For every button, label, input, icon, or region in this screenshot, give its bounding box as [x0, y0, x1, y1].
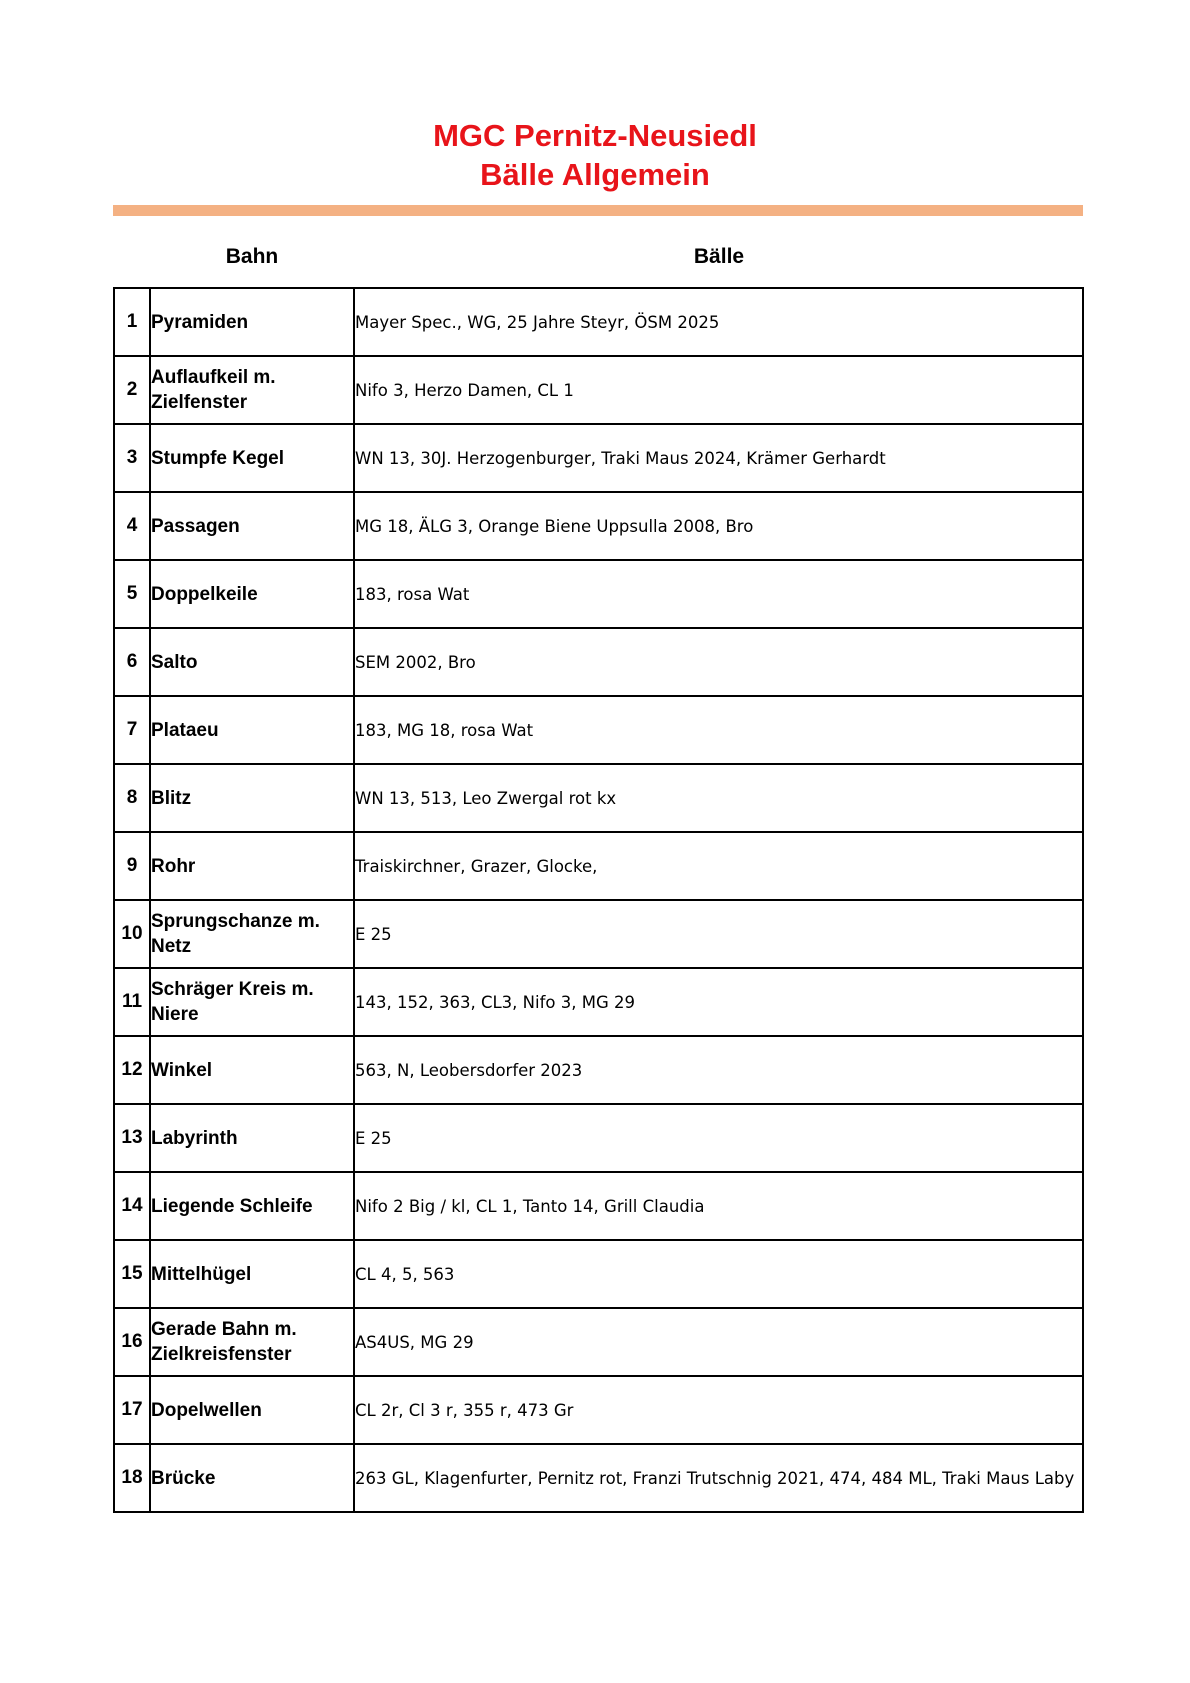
- bahn-name: Passagen: [150, 492, 354, 560]
- row-number: 15: [114, 1240, 150, 1308]
- balls-list: Nifo 2 Big / kl, CL 1, Tanto 14, Grill Claudia: [354, 1172, 1083, 1240]
- table-row: [114, 832, 1083, 900]
- row-number: 18: [114, 1444, 150, 1512]
- bahn-name: Schräger Kreis m. Niere: [150, 968, 354, 1036]
- row-number: 6: [114, 628, 150, 696]
- table-row: [114, 696, 1083, 764]
- bahn-name: Brücke: [150, 1444, 354, 1512]
- balls-list: Mayer Spec., WG, 25 Jahre Steyr, ÖSM 2025: [354, 288, 1083, 356]
- table-row: [114, 1036, 1083, 1104]
- bahn-name: Plataeu: [150, 696, 354, 764]
- balls-list: MG 18, ÄLG 3, Orange Biene Uppsulla 2008, Bro: [354, 492, 1083, 560]
- balls-list: 183, MG 18, rosa Wat: [354, 696, 1083, 764]
- table-row: [114, 1240, 1083, 1308]
- column-header-baelle: Bälle: [693, 245, 745, 268]
- balls-list: WN 13, 30J. Herzogenburger, Traki Maus 2024, Krämer Gerhardt: [354, 424, 1083, 492]
- table-row: [114, 900, 1083, 968]
- row-number: 11: [114, 968, 150, 1036]
- row-number: 12: [114, 1036, 150, 1104]
- table-row: [114, 764, 1083, 832]
- bahn-name: Doppelkeile: [150, 560, 354, 628]
- row-number: 5: [114, 560, 150, 628]
- bahn-name: Liegende Schleife: [150, 1172, 354, 1240]
- column-header-bahn: Bahn: [225, 245, 279, 268]
- table-body: [114, 288, 1083, 1512]
- page-subtitle: Bälle Allgemein: [480, 157, 710, 192]
- balls-list: CL 4, 5, 563: [354, 1240, 1083, 1308]
- page-title: MGC Pernitz-Neusiedl: [433, 118, 757, 153]
- balls-list: Nifo 3, Herzo Damen, CL 1: [354, 356, 1083, 424]
- table-row: [114, 628, 1083, 696]
- balls-list: E 25: [354, 900, 1083, 968]
- row-number: 16: [114, 1308, 150, 1376]
- balls-list: WN 13, 513, Leo Zwergal rot kx: [354, 764, 1083, 832]
- row-number: 9: [114, 832, 150, 900]
- table-row: [114, 1104, 1083, 1172]
- row-number: 17: [114, 1376, 150, 1444]
- bahn-name: Rohr: [150, 832, 354, 900]
- row-number: 4: [114, 492, 150, 560]
- balls-list: 143, 152, 363, CL3, Nifo 3, MG 29: [354, 968, 1083, 1036]
- row-number: 10: [114, 900, 150, 968]
- balls-list: AS4US, MG 29: [354, 1308, 1083, 1376]
- balls-list: CL 2r, Cl 3 r, 355 r, 473 Gr: [354, 1376, 1083, 1444]
- table-row: [114, 1308, 1083, 1376]
- bahn-name: Dopelwellen: [150, 1376, 354, 1444]
- balls-list: 563, N, Leobersdorfer 2023: [354, 1036, 1083, 1104]
- table-row: [114, 288, 1083, 356]
- row-number: 14: [114, 1172, 150, 1240]
- table-row: [114, 356, 1083, 424]
- bahn-name: Winkel: [150, 1036, 354, 1104]
- bahn-name: Blitz: [150, 764, 354, 832]
- bahn-name: Gerade Bahn m. Zielkreisfenster: [150, 1308, 354, 1376]
- table-row: [114, 1444, 1083, 1512]
- balls-list: SEM 2002, Bro: [354, 628, 1083, 696]
- balls-list: E 25: [354, 1104, 1083, 1172]
- table-row: [114, 1172, 1083, 1240]
- row-number: 3: [114, 424, 150, 492]
- bahn-name: Mittelhügel: [150, 1240, 354, 1308]
- bahn-name: Auflaufkeil m. Zielfenster: [150, 356, 354, 424]
- table-row: [114, 424, 1083, 492]
- bahn-name: Sprungschanze m. Netz: [150, 900, 354, 968]
- balls-list: Traiskirchner, Grazer, Glocke,: [354, 832, 1083, 900]
- table-row: [114, 560, 1083, 628]
- title-divider: [113, 205, 1083, 216]
- row-number: 2: [114, 356, 150, 424]
- balls-table: [113, 287, 1084, 1513]
- table-row: [114, 1376, 1083, 1444]
- bahn-name: Labyrinth: [150, 1104, 354, 1172]
- bahn-name: Stumpfe Kegel: [150, 424, 354, 492]
- table-row: [114, 492, 1083, 560]
- row-number: 8: [114, 764, 150, 832]
- bahn-name: Salto: [150, 628, 354, 696]
- table-row: [114, 968, 1083, 1036]
- row-number: 7: [114, 696, 150, 764]
- bahn-name: Pyramiden: [150, 288, 354, 356]
- balls-list: 263 GL, Klagenfurter, Pernitz rot, Franzi Trutschnig 2021, 474, 484 ML, Traki Maus Laby: [354, 1444, 1083, 1512]
- row-number: 13: [114, 1104, 150, 1172]
- balls-list: 183, rosa Wat: [354, 560, 1083, 628]
- row-number: 1: [114, 288, 150, 356]
